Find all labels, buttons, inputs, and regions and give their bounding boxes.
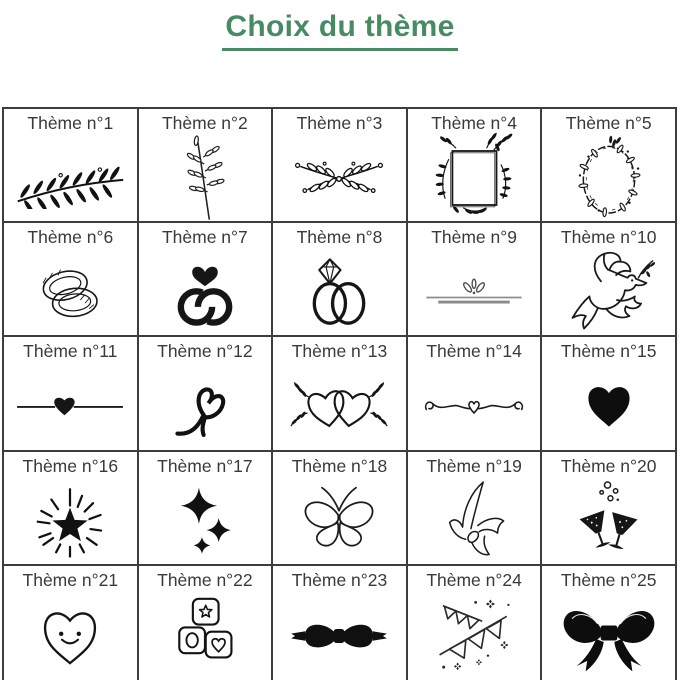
theme-label: Thème n°12: [157, 341, 253, 362]
rings-with-diamond-icon: [273, 249, 406, 335]
theme-label: Thème n°11: [23, 341, 118, 362]
theme-label: Thème n°25: [560, 569, 657, 590]
rings-with-heart-icon: [139, 249, 272, 335]
leafy-sprig-icon: [139, 135, 272, 221]
theme-cell-8: [273, 223, 408, 337]
theme-cell-4: [408, 109, 543, 223]
theme-label: Thème n°9: [431, 227, 517, 248]
theme-cell-18: [273, 452, 408, 566]
theme-cell-20: [542, 452, 677, 566]
theme-label: Thème n°22: [157, 569, 253, 590]
ribbon-bow-icon: [542, 592, 675, 680]
theme-label: Thème n°8: [296, 227, 383, 248]
theme-label: Thème n°2: [161, 113, 248, 133]
double-line-ornament-icon: [408, 249, 541, 335]
theme-label: Thème n°16: [22, 455, 119, 476]
theme-label: Thème n°19: [426, 455, 522, 476]
header: [0, 8, 680, 51]
theme-label: Thème n°14: [426, 341, 522, 362]
theme-cell-14: [408, 337, 543, 451]
theme-label: Thème n°3: [296, 113, 383, 133]
leaf-divider-icon: [273, 135, 406, 221]
theme-label: Thème n°1: [27, 113, 114, 133]
theme-label: Thème n°20: [560, 455, 657, 476]
theme-label: Thème n°10: [560, 227, 657, 248]
toast-glasses-icon: [542, 478, 675, 564]
theme-label: Thème n°6: [27, 227, 114, 248]
theme-label: Thème n°17: [157, 455, 253, 476]
theme-cell-5: [542, 109, 677, 223]
theme-cell-6: [4, 223, 139, 337]
theme-cell-16: [4, 452, 139, 566]
theme-cell-12: [139, 337, 274, 451]
theme-cell-21: [4, 566, 139, 680]
theme-cell-19: [408, 452, 543, 566]
theme-grid: [2, 107, 677, 680]
theme-label: Thème n°15: [560, 341, 657, 362]
theme-cell-22: [139, 566, 274, 680]
theme-cell-13: [273, 337, 408, 451]
theme-cell-1: [4, 109, 139, 223]
butterfly-side-icon: [408, 478, 541, 564]
theme-cell-3: [273, 109, 408, 223]
butterfly-icon: [273, 478, 406, 564]
theme-cell-23: [273, 566, 408, 680]
bow-tie-icon: [273, 592, 406, 680]
laurel-branch-icon: [4, 135, 137, 221]
theme-cell-17: [139, 452, 274, 566]
theme-cell-25: [542, 566, 677, 680]
party-bunting-icon: [408, 592, 541, 680]
theme-cell-24: [408, 566, 543, 680]
solid-heart-icon: [542, 363, 675, 449]
swirl-heart-divider-icon: [408, 363, 541, 449]
theme-label: Thème n°5: [565, 113, 652, 133]
heart-swoosh-icon: [139, 363, 272, 449]
theme-cell-2: [139, 109, 274, 223]
floral-wreath-icon: [542, 135, 675, 221]
theme-label: Thème n°21: [22, 569, 119, 590]
floral-square-frame-icon: [408, 135, 541, 221]
smiley-heart-icon: [4, 592, 137, 680]
sparkles-icon: [139, 478, 272, 564]
theme-cell-10: [542, 223, 677, 337]
interlocked-rings-sketch-icon: [4, 249, 137, 335]
theme-label: Thème n°23: [291, 569, 388, 590]
theme-cell-7: [139, 223, 274, 337]
theme-cell-15: [542, 337, 677, 451]
page-title: [222, 10, 457, 43]
theme-label: Thème n°18: [291, 455, 388, 476]
theme-label: Thème n°13: [291, 341, 388, 362]
theme-label: Thème n°4: [431, 113, 517, 133]
page-title-text: Choix du thème: [222, 8, 457, 51]
theme-label: Thème n°24: [426, 569, 522, 590]
baby-blocks-icon: [139, 592, 272, 680]
interlocked-hearts-sprigs-icon: [273, 363, 406, 449]
theme-label: Thème n°7: [161, 227, 248, 248]
theme-cell-11: [4, 337, 139, 451]
starburst-icon: [4, 478, 137, 564]
dove-with-branch-icon: [542, 249, 675, 335]
theme-cell-9: [408, 223, 543, 337]
heart-line-divider-icon: [4, 363, 137, 449]
